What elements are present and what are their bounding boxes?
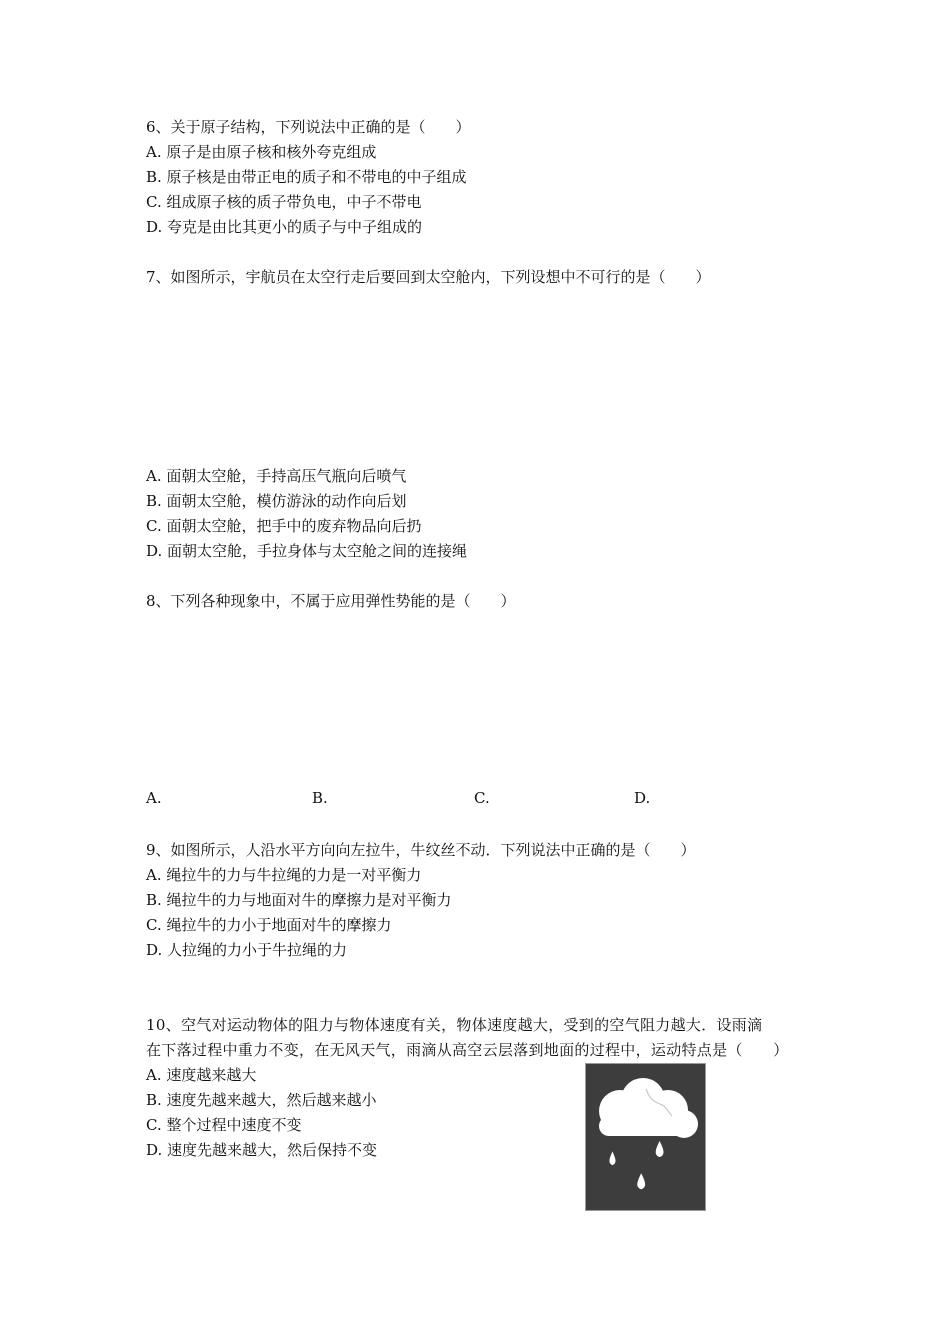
q10-option-a: A. 速度越来越大 [146,1066,257,1084]
q6-option-c: C. 组成原子核的质子带负电，中子不带电 [146,193,422,211]
q8-stem: 8、下列各种现象中，不属于应用弹性势能的是（ ） [146,592,516,610]
q9-option-d: D. 人拉绳的力小于牛拉绳的力 [146,941,348,959]
q7-option-b: B. 面朝太空舱，模仿游泳的动作向后划 [146,492,407,510]
q9-option-b: B. 绳拉牛的力与地面对牛的摩擦力是对平衡力 [146,891,452,909]
rain-cloud-icon [586,1064,705,1210]
q8-option-a: A. [146,789,162,807]
q6-stem: 6、关于原子结构，下列说法中正确的是（ ） [146,118,471,136]
rain-figure [585,1063,706,1211]
q10-option-b: B. 速度先越来越大，然后越来越小 [146,1091,377,1109]
q6-option-d: D. 夸克是由比其更小的质子与中子组成的 [146,218,423,236]
q6-option-a: A. 原子是由原子核和核外夸克组成 [146,143,377,161]
q7-option-a: A. 面朝太空舱，手持高压气瓶向后喷气 [146,467,407,485]
q6-option-b: B. 原子核是由带正电的质子和不带电的中子组成 [146,168,467,186]
q10-option-c: C. 整个过程中速度不变 [146,1116,302,1134]
q8-option-d: D. [634,789,651,807]
q8-option-b: B. [312,789,328,807]
q10-option-d: D. 速度先越来越大，然后保持不变 [146,1141,378,1159]
q9-stem: 9、如图所示，人沿水平方向向左拉牛，牛纹丝不动．下列说法中正确的是（ ） [146,841,696,859]
q10-stem-line2: 在下落过程中重力不变，在无风天气，雨滴从高空云层落到地面的过程中，运动特点是（ ） [146,1041,789,1059]
q8-option-c: C. [474,789,490,807]
q7-option-d: D. 面朝太空舱，手拉身体与太空舱之间的连接绳 [146,542,468,560]
q9-option-a: A. 绳拉牛的力与牛拉绳的力是一对平衡力 [146,866,422,884]
q7-option-c: C. 面朝太空舱，把手中的废弃物品向后扔 [146,517,422,535]
q9-option-c: C. 绳拉牛的力小于地面对牛的摩擦力 [146,916,392,934]
q7-stem: 7、如图所示，宇航员在太空行走后要回到太空舱内，下列设想中不可行的是（ ） [146,268,711,286]
q10-stem-line1: 10、空气对运动物体的阻力与物体速度有关，物体速度越大，受到的空气阻力越大．设雨滴 [146,1016,763,1034]
